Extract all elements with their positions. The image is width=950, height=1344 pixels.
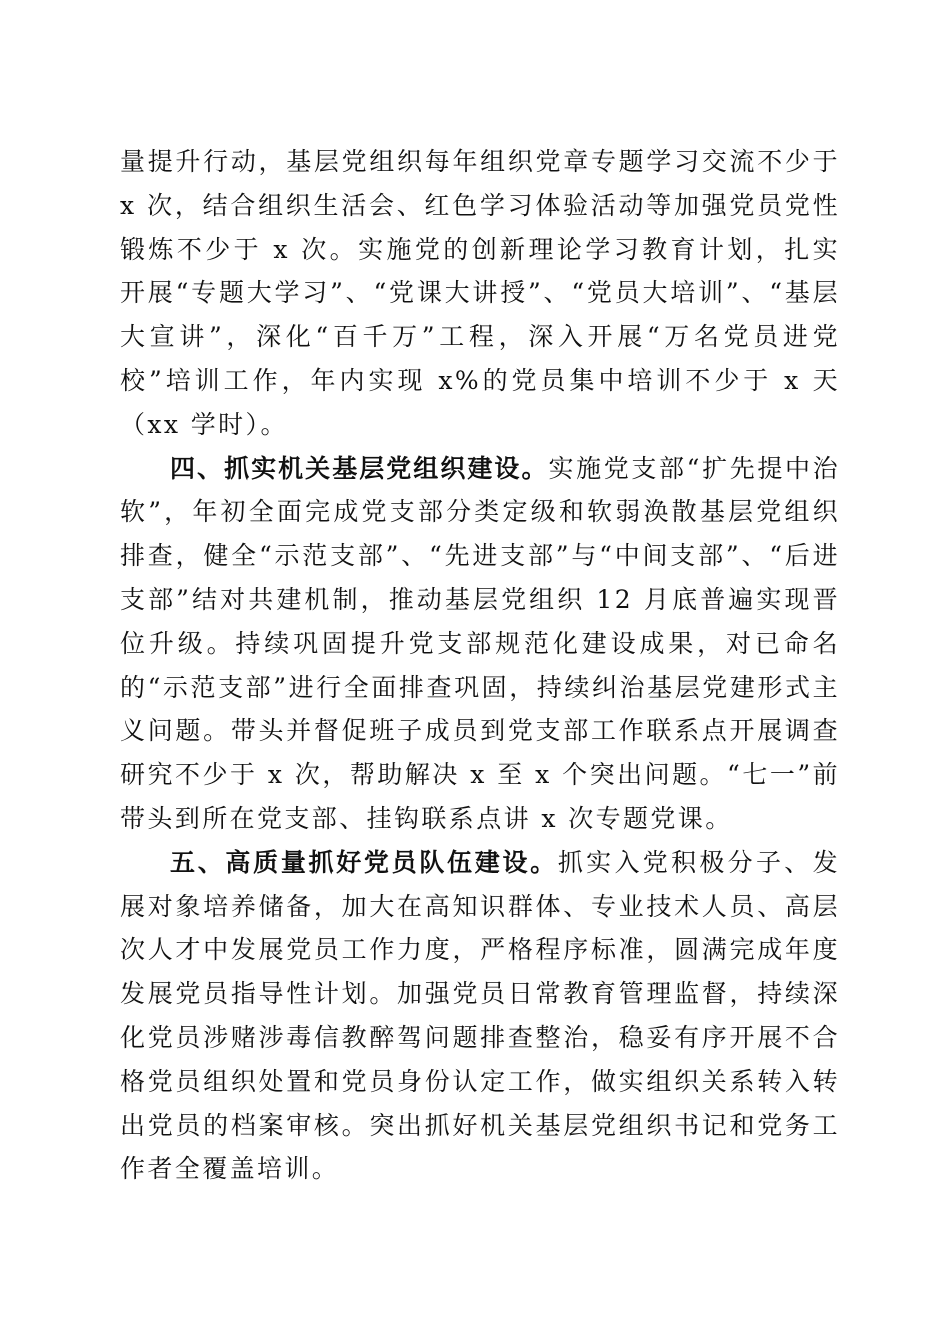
- paragraph-text: 实施党支部“扩先提中治软”，年初全面完成党支部分类定级和软弱涣散基层党组织排查，健全“示范支部”、“先进支部”与“中间支部”、“后进支部”结对共建机制，推动基层党组织 12 月底普遍实现晋位升级。持续巩固提升党支部规范化建设成果，对已命名的“示范支部”进行全面排查巩固，持续纠治基层党建形式主义问题。带头并督促班子成员到党支部工作联系点开展调查研究不少于 x 次，帮助解决 x 至 x 个突出问题。“七一”前带头到所在党支部、挂钩联系点讲 x 次专题党课。: [120, 453, 841, 833]
- paragraph-continuation: [120, 140, 840, 447]
- paragraph-section-four: [120, 447, 840, 841]
- document-body: [120, 140, 840, 1191]
- section-heading-five: 五、高质量抓好党员队伍建设。: [170, 847, 558, 877]
- paragraph-text: 抓实入党积极分子、发展对象培养储备，加大在高知识群体、专业技术人员、高层次人才中发展党员工作力度，严格程序标准，圆满完成年度发展党员指导性计划。加强党员日常教育管理监督，持续深化党员涉赌涉毒信教醉驾问题排查整治，稳妥有序开展不合格党员组织处置和党员身份认定工作，做实组织关系转入转出党员的档案审核。突出抓好机关基层党组织书记和党务工作者全覆盖培训。: [120, 847, 840, 1184]
- paragraph-text: 量提升行动，基层党组织每年组织党章专题学习交流不少于 x 次，结合组织生活会、红色学习体验活动等加强党员党性锻炼不少于 x 次。实施党的创新理论学习教育计划，扎实开展“专题大学习”、“党课大讲授”、“党员大培训”、“基层大宣讲”，深化“百千万”工程，深入开展“万名党员进党校”培训工作，年内实现 x%的党员集中培训不少于 x 天（xx 学时）。: [120, 147, 840, 439]
- section-heading-four: 四、抓实机关基层党组织建设。: [170, 453, 549, 483]
- paragraph-section-five: [120, 841, 840, 1191]
